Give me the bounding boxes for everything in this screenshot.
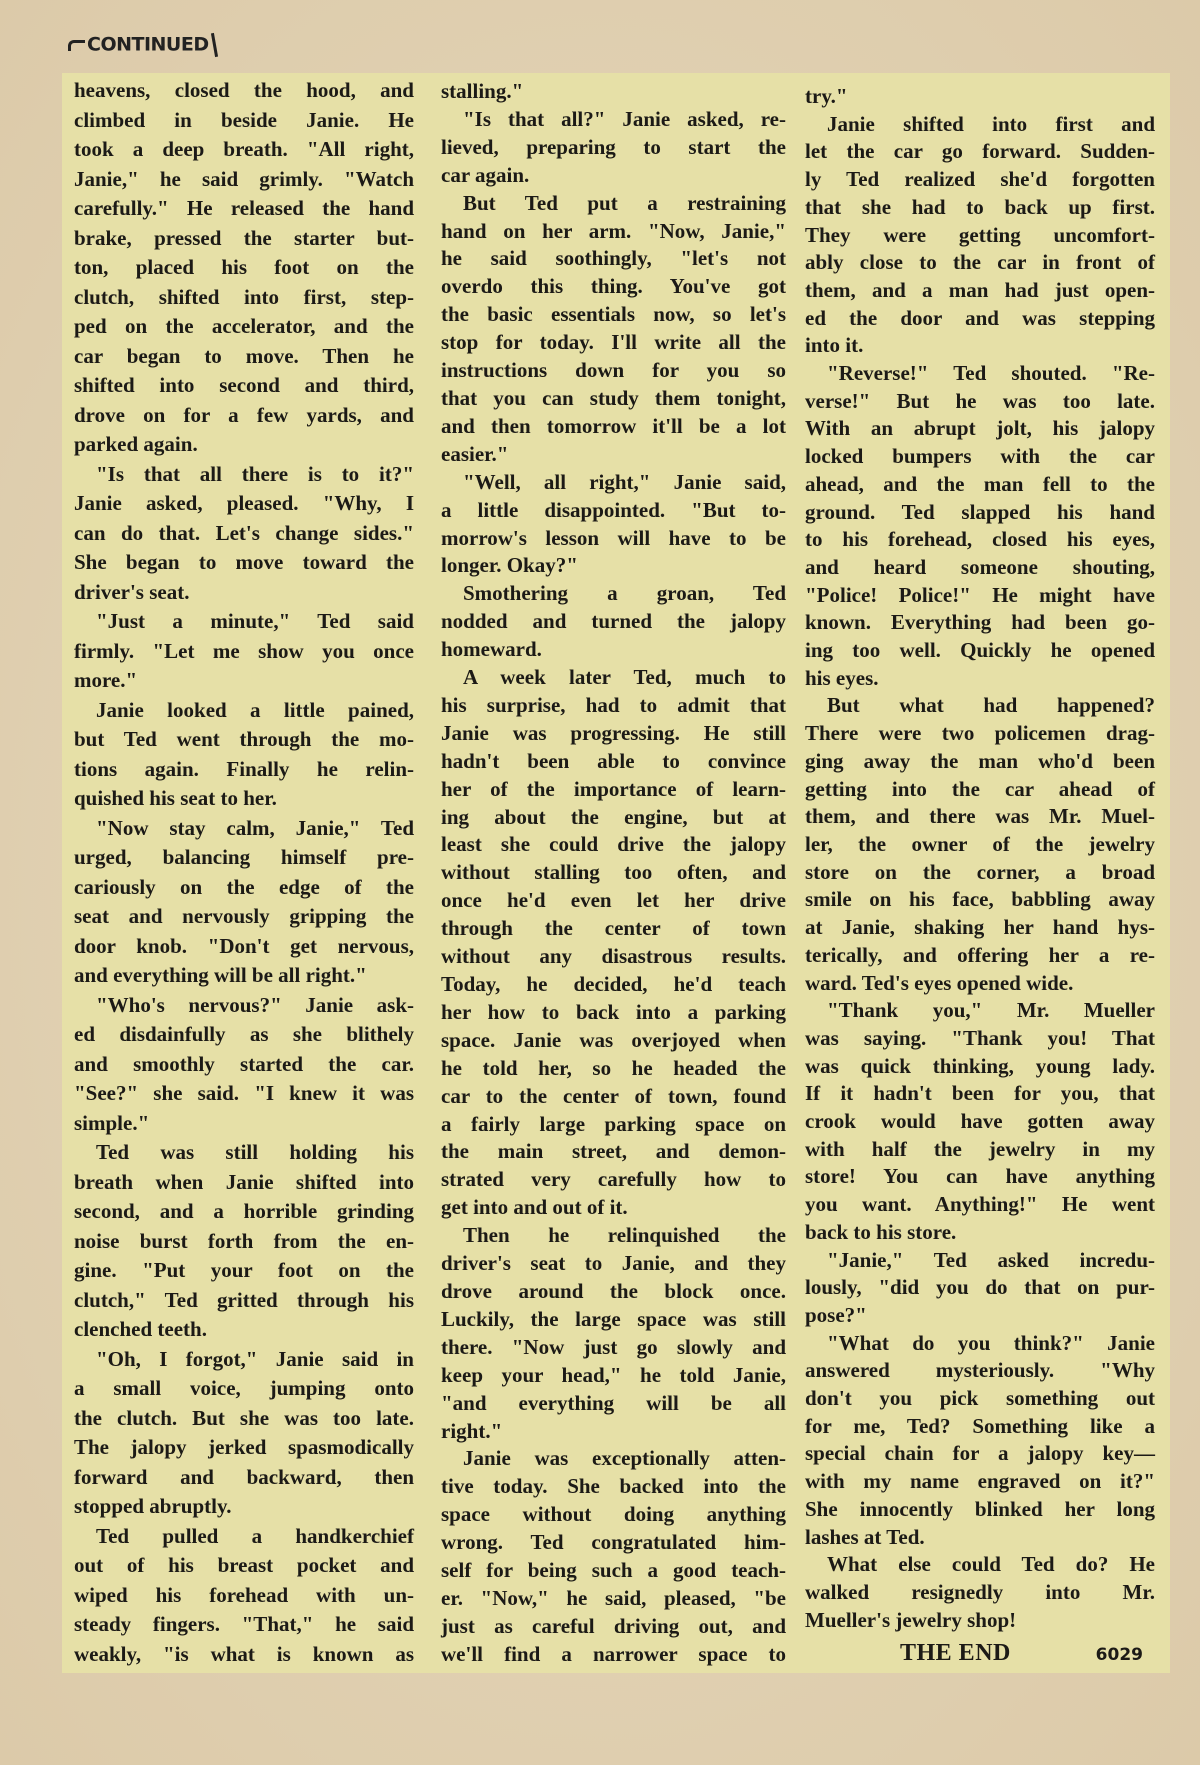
text-line: lashes at Ted. [805, 1524, 925, 1549]
text-line: store on the corner, a broad [805, 859, 1155, 884]
text-line: ground. Ted slapped his hand [805, 499, 1155, 524]
text-line: that she had to back up first. [805, 194, 1155, 219]
story-code: 6029 [1095, 1645, 1143, 1666]
story-paragraph [441, 106, 786, 190]
text-line: ably close to the car in front of [805, 250, 1155, 275]
text-line: get into and out of it. [441, 1195, 628, 1220]
text-line: verse!" But he was too late. [805, 388, 1155, 413]
text-line: the basic essentials now, so let's [441, 302, 786, 327]
text-line: hadn't been able to convince [441, 748, 786, 773]
text-line: heavens, closed the hood, and [74, 78, 414, 102]
text-line: a little disappointed. "But to- [441, 497, 786, 522]
text-line: "Janie," Ted asked incredu- [827, 1247, 1155, 1272]
text-line: "Thank you," Mr. Mueller [827, 998, 1155, 1023]
text-line: "Now stay calm, Janie," Ted [96, 815, 414, 840]
text-line: ed the door and was stepping [805, 305, 1155, 330]
text-line: stopped abruptly. [74, 1494, 232, 1518]
story-paragraph [805, 997, 1155, 1246]
text-line: strated very carefully how to [441, 1167, 786, 1192]
story-paragraph [805, 1330, 1155, 1552]
text-line: and then tomorrow it'll be a lot [441, 413, 786, 438]
text-line: They were getting uncomfort- [805, 222, 1155, 247]
text-line: Janie," he said grimly. "Watch [74, 166, 414, 191]
story-paragraph [74, 1138, 414, 1345]
text-line: morrow's lesson will have to be [441, 525, 786, 550]
text-line: climbed in beside Janie. He [74, 107, 414, 132]
text-line: crook would have gotten away [805, 1109, 1155, 1134]
text-line: her of the importance of learn- [441, 776, 786, 801]
text-line: ing about the engine, but at [441, 804, 786, 829]
text-line: gine. "Put your foot on the [74, 1258, 414, 1282]
text-line: car began to move. Then he [74, 343, 414, 368]
text-line: What else could Ted do? He [827, 1552, 1155, 1577]
text-line: and smoothly started the car. [74, 1051, 414, 1076]
text-line: The jalopy jerked spasmodically [74, 1435, 414, 1459]
text-line: brake, pressed the starter but- [74, 225, 414, 250]
story-paragraph [74, 1345, 414, 1522]
text-line: wrong. Ted congratulated him- [441, 1530, 786, 1555]
text-line: shifted into second and third, [74, 373, 414, 397]
text-line: the main street, and demon- [441, 1139, 786, 1164]
text-line: Luckily, the large space was still [441, 1306, 786, 1331]
text-line: "Well, all right," Janie said, [463, 469, 786, 494]
text-line: steady fingers. "That," he said [74, 1612, 414, 1636]
text-line: the clutch. But she was too late. [74, 1405, 414, 1430]
the-end-label: THE END [900, 1640, 1011, 1667]
text-line: breath when Janie shifted into [74, 1169, 414, 1194]
text-line: stop for today. I'll write all the [441, 330, 786, 355]
text-line: with my name engraved on it?" [805, 1469, 1155, 1494]
story-paragraph [441, 1445, 786, 1668]
text-line: he told her, so he headed the [441, 1055, 786, 1080]
text-line: nodded and turned the jalopy [441, 609, 786, 634]
text-line: "and everything will be all [441, 1390, 786, 1415]
text-line: without stalling too often, and [441, 860, 786, 885]
story-paragraph [441, 580, 786, 664]
text-line: quished his seat to her. [74, 786, 277, 810]
text-line: firmly. "Let me show you once [74, 638, 414, 663]
story-paragraph [74, 991, 414, 1139]
story-paragraph [805, 111, 1155, 360]
text-line: But Ted put a restraining [463, 190, 786, 215]
text-line: overdo this thing. You've got [441, 274, 786, 299]
text-line: out of his breast pocket and [74, 1553, 414, 1577]
text-line: her how to back into a parking [441, 999, 786, 1024]
text-line: Janie looked a little pained, [96, 697, 414, 722]
text-line: A week later Ted, much to [463, 665, 786, 690]
text-line: at Janie, shaking her hand hys- [805, 915, 1155, 940]
text-line: locked bumpers with the car [805, 444, 1155, 469]
text-line: "Police! Police!" He might have [805, 582, 1155, 607]
text-line: clenched teeth. [74, 1317, 207, 1341]
text-line: you want. Anything!" He went [805, 1192, 1155, 1217]
text-line: "Is that all?" Janie asked, re- [463, 106, 786, 131]
text-line: space. Janie was overjoyed when [441, 1027, 786, 1052]
text-line: With an abrupt jolt, his jalopy [805, 416, 1155, 441]
text-line: car again. [441, 162, 530, 187]
text-line: stalling." [441, 79, 524, 103]
text-line: Today, he decided, he'd teach [441, 972, 786, 996]
text-line: don't you pick something out [805, 1386, 1155, 1411]
text-line: hand on her arm. "Now, Janie," [441, 218, 786, 243]
text-line: "Just a minute," Ted said [96, 609, 414, 633]
text-line: clutch," Ted gritted through his [74, 1287, 414, 1312]
text-line: his surprise, had to admit that [441, 692, 786, 717]
story-paragraph [74, 76, 414, 460]
text-line: answered mysteriously. "Why [805, 1358, 1155, 1383]
text-line: longer. Okay?" [441, 553, 578, 578]
text-line: right." [441, 1418, 503, 1443]
text-line: known. Everything had been go- [805, 610, 1155, 635]
text-line: more." [74, 668, 138, 692]
text-line: "Oh, I forgot," Janie said in [96, 1346, 414, 1371]
text-line: She innocently blinked her long [805, 1496, 1155, 1521]
text-line: lieved, preparing to start the [441, 134, 786, 159]
text-line: clutch, shifted into first, step- [74, 284, 414, 309]
text-line: car to the center of town, found [441, 1083, 786, 1108]
story-paragraph [441, 78, 786, 106]
text-line: parked again. [74, 432, 198, 456]
text-line: just as careful driving out, and [441, 1613, 786, 1638]
text-line: door knob. "Don't get nervous, [74, 933, 414, 958]
text-line: he said soothingly, "let's not [441, 246, 786, 271]
text-line: terically, and offering her a re- [805, 942, 1155, 967]
text-line: self for being such a good teach- [441, 1558, 786, 1583]
story-end-row [805, 1640, 1155, 1670]
text-line: driver's seat to Janie, and they [441, 1251, 786, 1276]
text-line: There were two policemen drag- [805, 721, 1155, 746]
text-line: tive today. She backed into the [441, 1474, 786, 1499]
text-line: there. "Now just go slowly and [441, 1334, 786, 1359]
text-line: "Is that all there is to it?" [96, 461, 414, 486]
story-paragraph [74, 1522, 414, 1670]
text-line: to his forehead, closed his eyes, [805, 527, 1155, 552]
text-line: for me, Ted? Something like a [805, 1413, 1155, 1438]
text-line: Smothering a groan, Ted [463, 581, 786, 606]
story-paragraph [805, 360, 1155, 692]
text-line: But what had happened? [827, 693, 1155, 718]
text-line: pose?" [805, 1302, 867, 1327]
text-line: a fairly large parking space on [441, 1111, 786, 1136]
text-line: let the car go forward. Sudden- [805, 139, 1155, 164]
text-line: and everything will be all right." [74, 963, 367, 987]
story-paragraph [805, 692, 1155, 997]
text-line: cariously on the edge of the [74, 874, 414, 899]
text-line: carefully." He released the hand [74, 196, 414, 220]
text-line: "What do you think?" Janie [827, 1330, 1155, 1355]
text-line: drove around the block once. [441, 1278, 786, 1303]
text-line: getting into the car ahead of [805, 776, 1155, 801]
story-paragraph [74, 696, 414, 814]
text-line: homeward. [441, 637, 542, 662]
text-line: simple." [74, 1110, 150, 1135]
text-line: ward. Ted's eyes opened wide. [805, 970, 1074, 995]
text-line: urged, balancing himself pre- [74, 845, 414, 869]
text-line: special chain for a jalopy key— [805, 1441, 1155, 1466]
text-line: through the center of town [441, 916, 786, 941]
text-line: Then he relinquished the [463, 1223, 786, 1248]
text-line: space without doing anything [441, 1502, 786, 1527]
text-line: walked resignedly into Mr. [805, 1579, 1155, 1604]
text-line: Janie was progressing. He still [441, 720, 786, 745]
text-line: try." [805, 84, 848, 108]
text-line: Ted was still holding his [96, 1140, 414, 1164]
text-line: Mueller's jewelry shop! [805, 1607, 1017, 1632]
text-line: we'll find a narrower space to [441, 1641, 786, 1666]
text-line: ler, the owner of the jewelry [805, 831, 1155, 856]
text-line: seat and nervously gripping the [74, 904, 414, 928]
text-line: least she could drive the jalopy [441, 832, 786, 857]
text-line: can do that. Let's change sides." [74, 520, 414, 545]
story-column-1 [74, 76, 414, 1669]
story-paragraph [805, 1551, 1155, 1634]
text-line: wiped his forehead with un- [74, 1582, 414, 1607]
text-line: them, and a man had just open- [805, 277, 1155, 302]
text-line: into it. [805, 333, 864, 358]
text-line: instructions down for you so [441, 358, 786, 383]
text-line: If it hadn't been for you, that [805, 1081, 1155, 1106]
text-line: driver's seat. [74, 579, 190, 604]
story-paragraph [74, 607, 414, 696]
text-line: ing too well. Quickly he opened [805, 638, 1155, 663]
text-line: Janie shifted into first and [827, 111, 1155, 136]
text-line: but Ted went through the mo- [74, 727, 414, 751]
text-line: a small voice, jumping onto [74, 1376, 414, 1400]
story-paragraph [74, 814, 414, 991]
story-paragraph [805, 1247, 1155, 1330]
text-line: "Reverse!" Ted shouted. "Re- [827, 361, 1155, 386]
text-line: once he'd even let her drive [441, 888, 786, 913]
text-line: keep your head," he told Janie, [441, 1362, 786, 1387]
story-paragraph [441, 664, 786, 1222]
text-line: smile on his face, babbling away [805, 887, 1155, 912]
story-column-2 [441, 78, 786, 1669]
text-line: ped on the accelerator, and the [74, 314, 414, 338]
text-line: weakly, "is what is known as [74, 1641, 414, 1666]
text-line: easier." [441, 441, 509, 466]
story-column-3 [805, 83, 1155, 1670]
text-line: lously, "did you do that on pur- [805, 1275, 1155, 1300]
text-line: ahead, and the man fell to the [805, 471, 1155, 496]
text-line: his eyes. [805, 665, 879, 690]
story-paragraph [805, 83, 1155, 111]
story-paragraph [74, 460, 414, 608]
text-line: was saying. "Thank you! That [805, 1025, 1155, 1050]
text-line: "Who's nervous?" Janie ask- [96, 992, 414, 1017]
text-line: noise burst forth from the en- [74, 1228, 414, 1253]
text-line: Janie asked, pleased. "Why, I [74, 491, 414, 515]
text-line: er. "Now," he said, pleased, "be [441, 1585, 786, 1610]
text-line: that you can study them tonight, [441, 385, 786, 410]
text-line: She began to move toward the [74, 550, 414, 574]
text-line: Ted pulled a handkerchief [96, 1523, 414, 1548]
text-line: forward and backward, then [74, 1464, 414, 1489]
text-line: Janie was exceptionally atten- [463, 1446, 786, 1471]
text-line: store! You can have anything [805, 1164, 1155, 1189]
text-line: with half the jewelry in my [805, 1136, 1155, 1161]
text-line: drove on for a few yards, and [74, 402, 414, 427]
text-line: without any disastrous results. [441, 944, 786, 969]
text-line: was quick thinking, young lady. [805, 1053, 1155, 1078]
text-line: and heard someone shouting, [805, 554, 1155, 579]
text-line: ging away the man who'd been [805, 748, 1155, 773]
text-line: tions again. Finally he relin- [74, 756, 414, 781]
text-line: them, and there was Mr. Muel- [805, 804, 1155, 829]
text-line: took a deep breath. "All right, [74, 137, 414, 161]
text-line: ton, placed his foot on the [74, 255, 414, 279]
continued-label: CONTINUED [68, 33, 216, 57]
text-line: ed disdainfully as she blithely [74, 1022, 414, 1046]
story-paragraph [441, 1222, 786, 1445]
text-line: ly Ted realized she'd forgotten [805, 167, 1155, 192]
text-line: second, and a horrible grinding [74, 1199, 414, 1223]
text-line: back to his store. [805, 1219, 957, 1244]
story-paragraph [441, 190, 786, 469]
story-paragraph [441, 469, 786, 581]
text-line: "See?" she said. "I knew it was [74, 1081, 414, 1105]
